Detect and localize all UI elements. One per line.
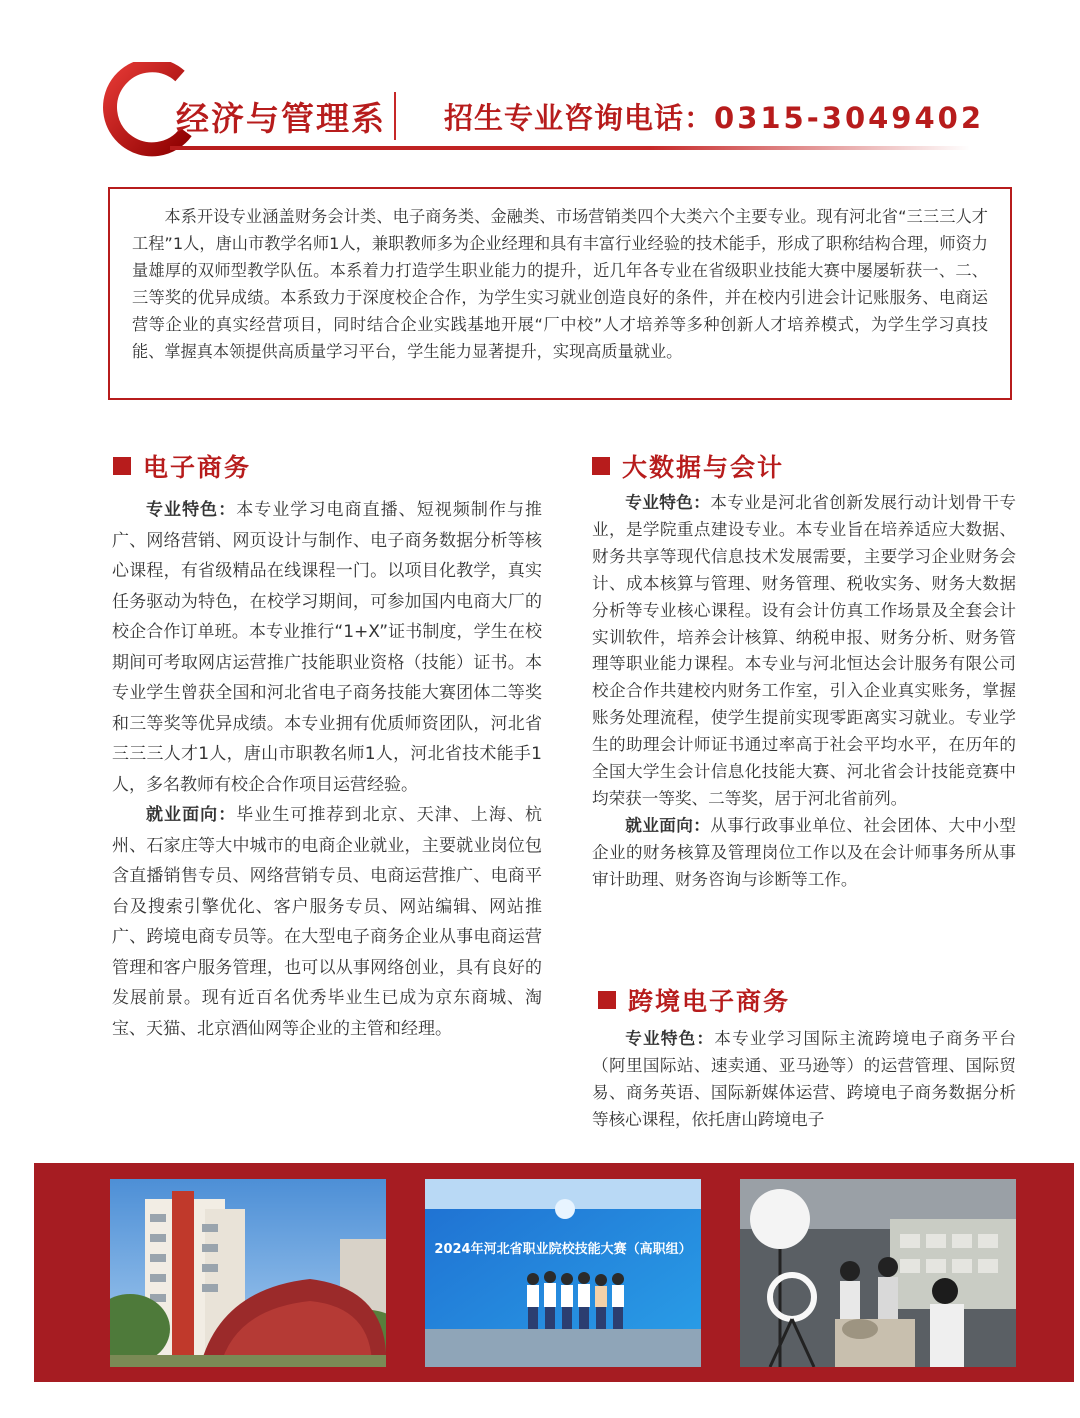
bigdata-employment — [592, 813, 1016, 894]
employment-label: 就业面向： — [625, 815, 711, 835]
section-marker-icon — [113, 457, 131, 475]
section-head-crossborder — [598, 982, 790, 1018]
feature-label: 专业特色： — [146, 500, 237, 520]
page-header — [0, 0, 1080, 175]
department-intro-box — [108, 187, 1012, 400]
department-title: 经济与管理系 — [176, 99, 386, 138]
feature-label: 专业特色： — [625, 1029, 715, 1048]
section-marker-icon — [592, 457, 610, 475]
bigdata-feature — [592, 490, 1016, 813]
phone-number: 0315-3049402 — [714, 101, 985, 135]
photo-campus-building — [110, 1179, 386, 1367]
ecommerce-feature — [112, 495, 542, 800]
section-title-crossborder: 跨境电子商务 — [628, 987, 791, 1016]
department-intro-text: 本系开设专业涵盖财务会计类、电子商务类、金融类、市场营销类四个大类六个主要专业。现有河北省“三三三人才工程”1人，唐山市教学名师1人，兼职教师多为企业经理和具有丰富行业经验的技术能手，形成了职称结构合理，师资力量雄厚的双师型教学队伍。本系着力打造学生职业能力的提升，近几年各专业在省级职业技能大赛中屡屡斩获一、二、三等奖的优异成绩。本系致力于深度校企合作，为学生实习就业创造良好的条件，并在校内引进会计记账服务、电商运营等企业的真实经营项目，同时结合企业实践基地开展“厂中校”人才培养等多种创新人才培养模式，为学生学习真技能、掌握真本领提供高质量学习平台，学生能力显著提升，实现高质量就业。 — [132, 207, 988, 361]
admission-phone — [444, 96, 984, 137]
crossborder-feature — [592, 1025, 1016, 1133]
section-head-ecommerce — [113, 448, 251, 484]
ecommerce-body — [112, 495, 542, 1044]
campus-building-image — [110, 1179, 386, 1367]
employment-label: 就业面向： — [146, 805, 237, 825]
photo-band — [34, 1163, 1074, 1382]
feature-text: 本专业是河北省创新发展行动计划骨干专业，是学院重点建设专业。本专业旨在培养适应大数据、财务共享等现代信息技术发展需要，主要学习企业财务会计、成本核算与管理、财务管理、税收实务、财务大数据分析等专业核心课程。设有会计仿真工作场景及全套会计实训软件，培养会计核算、纳税申报、财务分析、财务管理等职业能力课程。本专业与河北恒达会计服务有限公司校企合作共建校内财务工作室，引入企业真实账务，掌握账务处理流程，使学生提前实现零距离实习就业。专业学生的助理会计师证书通过率高于社会平均水平，在历年的全国大学生会计信息化技能大赛、河北省会计技能竞赛中均荣获一等奖、二等奖，居于河北省前列。 — [592, 493, 1017, 808]
feature-label: 专业特色： — [625, 493, 711, 512]
photo-livestream-studio — [740, 1179, 1016, 1367]
employment-text: 毕业生可推荐到北京、天津、上海、杭州、石家庄等大中城市的电商企业就业，主要就业岗位包含直播销售专员、网络营销专员、电商运营推广、电商平台及搜索引擎优化、客户服务专员、网站编辑、网站推广、跨境电商专员等。在大型电子商务企业从事电商运营管理和客户服务管理，也可以从事网络创业，具有良好的发展前景。现有近百名优秀毕业生已成为京东商城、淘宝、天猫、北京酒仙网等企业的主管和经理。 — [112, 805, 543, 1039]
crossborder-body — [592, 1025, 1016, 1135]
ecommerce-employment — [112, 800, 542, 1044]
photo-skills-competition — [425, 1179, 701, 1367]
header-divider — [394, 92, 396, 140]
competition-banner-text: 2024年河北省职业院校技能大赛（高职组） — [434, 1242, 692, 1257]
feature-text: 本专业学习电商直播、短视频制作与推广、网络营销、网页设计与制作、电子商务数据分析等核心课程，有省级精品在线课程一门。以项目化教学，真实任务驱动为特色，在校学习期间，可参加国内电商大厂的校企合作订单班。本专业推行“1+X”证书制度，学生在校期间可考取网店运营推广技能职业资格（技能）证书。本专业学生曾获全国和河北省电子商务技能大赛团体二等奖和三等奖等优异成绩。本专业拥有优质师资团队，河北省三三三人才1人，唐山市职教名师1人，河北省技术能手1人，多名教师有校企合作项目运营经验。 — [112, 500, 543, 795]
employment-text: 从事行政事业单位、社会团体、大中小型企业的财务核算及管理岗位工作以及在会计师事务所从事审计助理、财务咨询与诊断等工作。 — [592, 815, 1017, 889]
bigdata-body — [592, 490, 1016, 894]
section-title-ecommerce: 电子商务 — [143, 453, 252, 482]
header-rule — [170, 146, 970, 150]
livestream-image — [740, 1179, 1016, 1367]
section-marker-icon — [598, 991, 616, 1009]
section-head-bigdata — [592, 448, 784, 484]
phone-label: 招生专业咨询电话： — [444, 101, 715, 135]
competition-image — [425, 1179, 701, 1367]
section-title-bigdata: 大数据与会计 — [622, 453, 785, 482]
feature-text: 本专业学习国际主流跨境电子商务平台（阿里国际站、速卖通、亚马逊等）的运营管理、国际贸易、商务英语、国际新媒体运营、跨境电子商务数据分析等核心课程，依托唐山跨境电子 — [592, 1029, 1016, 1129]
